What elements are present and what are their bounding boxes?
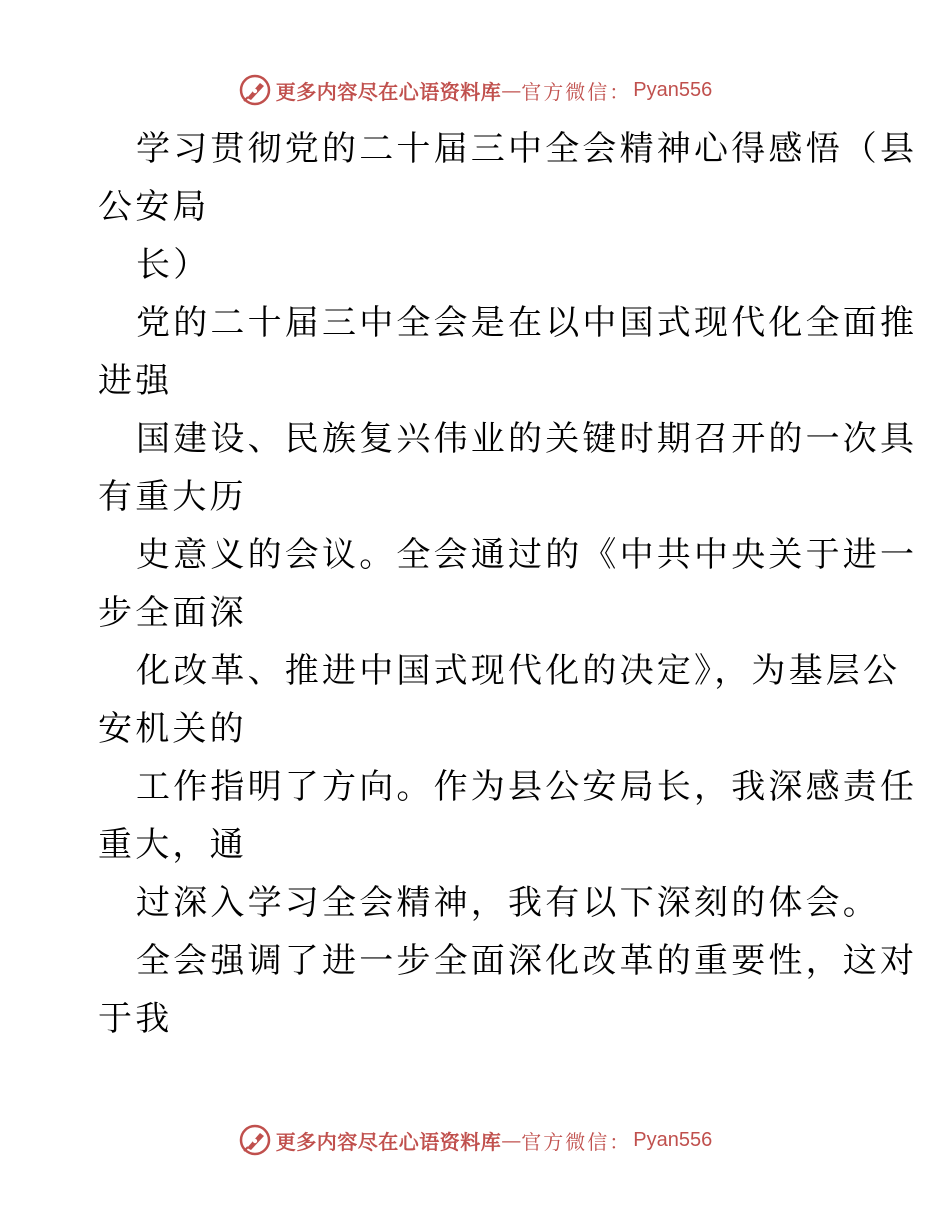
- text-line: 化改革、推进中国式现代化的决定》，为基层公: [136, 651, 901, 691]
- text-line: 于我: [98, 999, 173, 1039]
- text-line: 国建设、民族复兴伟业的关键时期召开的一次具: [136, 419, 918, 459]
- text-line: 有重大历: [98, 477, 247, 517]
- text-line: 史意义的会议。全会通过的《中共中央关于进一: [136, 535, 918, 575]
- text-line: 党的二十届三中全会是在以中国式现代化全面推: [136, 303, 918, 343]
- text-line: 学习贯彻党的二十届三中全会精神心得感悟（县: [136, 129, 918, 169]
- watermark-dash: —: [501, 1128, 522, 1152]
- text-line: 重大，通: [98, 825, 247, 865]
- document-body: [98, 120, 918, 1048]
- text-line: 步全面深: [98, 593, 247, 633]
- watermark-dash: —: [501, 78, 522, 102]
- text-line: 过深入学习全会精神，我有以下深刻的体会。: [136, 883, 880, 923]
- watermark-brand: 更多内容尽在心语资料库: [275, 79, 502, 104]
- watermark-wechat-id: Pyan556: [633, 78, 713, 101]
- watermark-wechat-id: Pyan556: [633, 1128, 713, 1151]
- text-line: 全会强调了进一步全面深化改革的重要性，这对: [136, 941, 918, 981]
- watermark-brand: 更多内容尽在心语资料库: [275, 1129, 502, 1154]
- header-watermark: [0, 70, 950, 110]
- pen-nib-logo-icon: [238, 1123, 272, 1157]
- text-line: 进强: [98, 361, 173, 401]
- text-line: 长）: [136, 245, 211, 285]
- watermark-label: 官方微信：: [521, 1129, 632, 1154]
- text-line: 公安局: [98, 187, 210, 227]
- footer-watermark: [0, 1120, 950, 1160]
- pen-nib-logo-icon: [238, 73, 272, 107]
- watermark-label: 官方微信：: [521, 79, 632, 104]
- text-line: 工作指明了方向。作为县公安局长，我深感责任: [136, 767, 918, 807]
- text-line: 安机关的: [98, 709, 247, 749]
